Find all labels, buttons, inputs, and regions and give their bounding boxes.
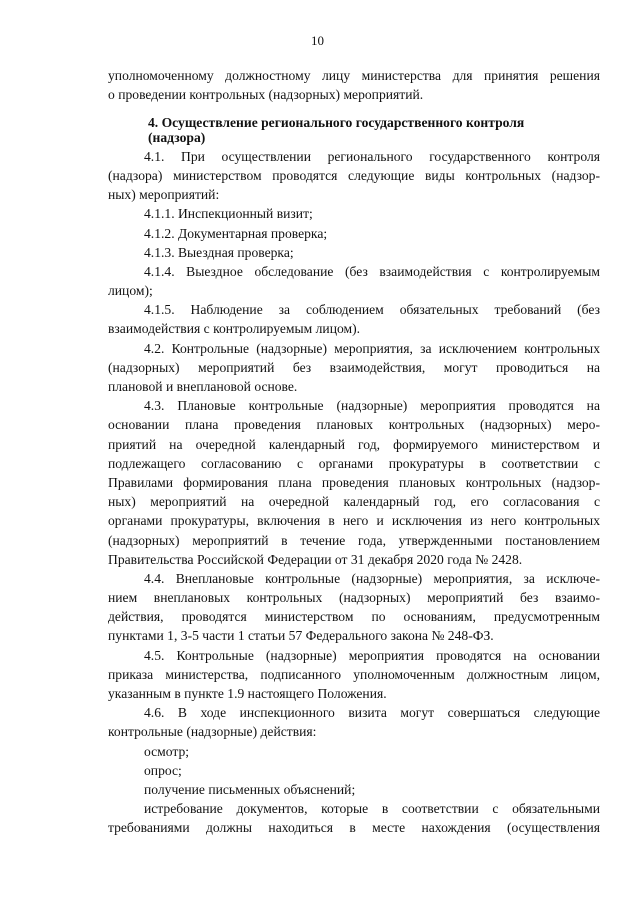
text-line: подлежащего согласованию с органами прокуратуры в соответствии с <box>108 455 600 471</box>
text-line: 4.6. В ходе инспекционного визита могут совершаться следующие <box>144 705 600 721</box>
text-line: нием внеплановых контрольных (надзорных) мероприятий без взаимо- <box>108 590 600 606</box>
text-line: органами прокуратуры, включения в него и исключения из него контрольных <box>108 513 600 529</box>
text-line: 4.1.2. Документарная проверка; <box>144 225 328 241</box>
text-line: получение письменных объяснений; <box>144 781 356 797</box>
text-line: 4.2. Контрольные (надзорные) мероприятия, за исключением контрольных <box>144 340 600 356</box>
text-line: пунктами 1, 3-5 части 1 статьи 57 Федерального закона № 248-ФЗ. <box>108 628 494 644</box>
text-line: контрольные (надзорные) действия: <box>108 724 317 740</box>
text-line: действия, проводятся министерством по основаниям, предусмотренным <box>108 609 600 625</box>
text-line: приятий на очередной календарный год, формируемого министерством и <box>108 436 600 452</box>
text-line: приказа министерства, подписанного уполномоченным должностным лицом, <box>108 666 600 682</box>
text-line: (надзорных) мероприятий без взаимодействия, могут проводиться на <box>108 359 600 375</box>
text-line: 4.1.3. Выездная проверка; <box>144 244 294 260</box>
text-line: осмотр; <box>144 743 190 759</box>
text-line: опрос; <box>144 762 182 778</box>
text-line: 4.1.1. Инспекционный визит; <box>144 206 313 222</box>
text-line: 4.5. Контрольные (надзорные) мероприятия проводятся на основании <box>144 647 600 663</box>
paragraph-gap <box>108 104 600 113</box>
document-body <box>108 66 600 838</box>
text-line: (надзорных) мероприятий в течение года, утвержденными постановлением <box>108 532 600 548</box>
text-line: 4.4. Внеплановые контрольные (надзорные) мероприятия, за исключе- <box>144 570 600 586</box>
text-line: плановой и внеплановой основе. <box>108 379 298 394</box>
text-line: истребование документов, которые в соответствии с обязательными <box>144 801 600 817</box>
text-line: о проведении контрольных (надзорных) мероприятий. <box>108 87 424 103</box>
text-line: уполномоченному должностному лицу министерства для принятия решения <box>108 68 600 83</box>
section-heading: 4. Осуществление регионального государственного контроля <box>148 115 525 131</box>
text-line: указанным в пункте 1.9 настоящего Положения. <box>108 686 387 701</box>
text-line: взаимодействия с контролируемым лицом). <box>108 321 361 337</box>
text-line: ных) мероприятий на очередной календарный год, его согласования с <box>108 494 600 510</box>
text-line: (надзора) министерством проводятся следующие виды контрольных (надзор- <box>108 167 600 183</box>
text-line: ных) мероприятий: <box>108 187 220 203</box>
text-line: Правилами формирования плана проведения плановых контрольных (надзор- <box>108 474 600 490</box>
text-line: 4.1.4. Выездное обследование (без взаимодействия с контролируемым <box>144 263 600 279</box>
text-line: 4.1. При осуществлении регионального государственного контроля <box>144 148 600 164</box>
text-line: основании плана проведения плановых контрольных (надзорных) меро- <box>108 417 600 433</box>
page-number: 10 <box>311 33 324 48</box>
text-line: 4.1.5. Наблюдение за соблюдением обязательных требований (без <box>144 302 600 318</box>
text-line: 4.3. Плановые контрольные (надзорные) мероприятия проводятся на <box>144 398 600 414</box>
text-line: требованиями должны находиться в месте нахождения (осуществления <box>108 820 600 836</box>
text-line: Правительства Российской Федерации от 31 декабря 2020 года № 2428. <box>108 551 523 567</box>
section-heading: (надзора) <box>148 129 206 145</box>
text-line: лицом); <box>108 283 153 299</box>
